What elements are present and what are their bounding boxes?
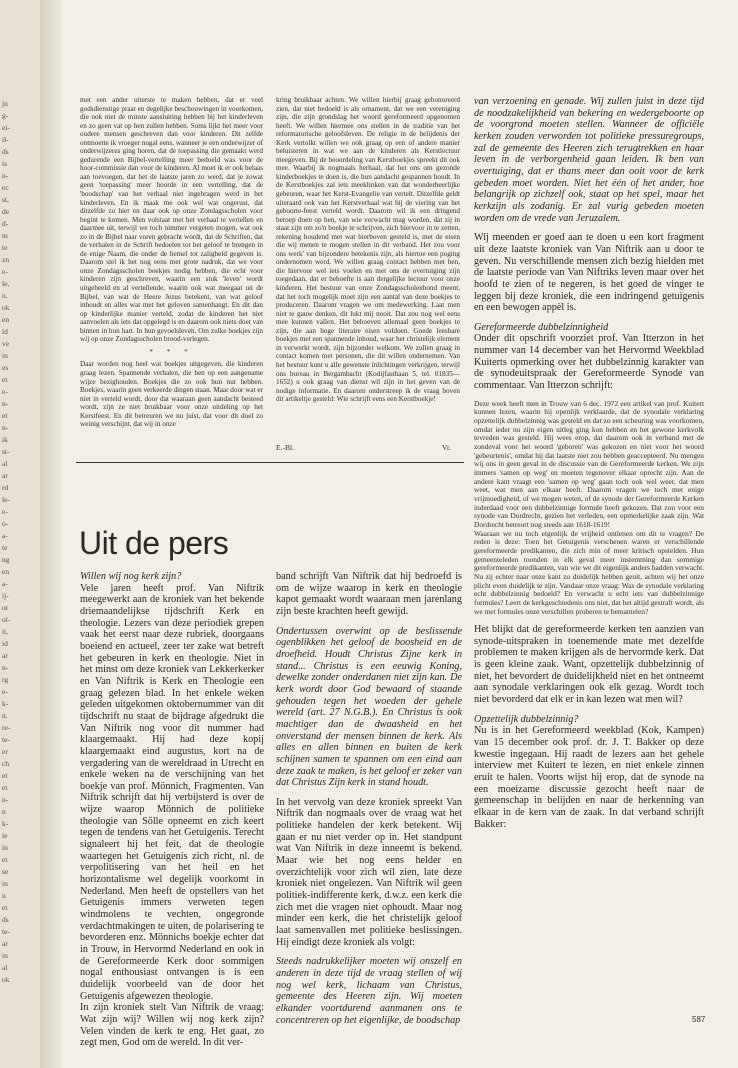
previous-page-fragment: n bbox=[2, 807, 6, 816]
previous-page-fragment: ar bbox=[2, 471, 8, 480]
previous-page-fragment: ok bbox=[2, 975, 10, 984]
previous-page-fragment: al bbox=[2, 459, 8, 468]
previous-page-fragment: et bbox=[2, 771, 8, 780]
previous-page-edge bbox=[0, 0, 41, 1068]
top-article-column-2 bbox=[276, 96, 460, 436]
section-title: Uit de pers bbox=[79, 525, 229, 561]
previous-page-fragment: en bbox=[2, 315, 10, 324]
page bbox=[62, 0, 738, 1068]
previous-page-fragment: n- bbox=[2, 171, 9, 180]
previous-page-fragment: n. bbox=[2, 291, 8, 300]
previous-page-fragment: in bbox=[2, 951, 8, 960]
previous-page-fragment: ie bbox=[2, 831, 8, 840]
previous-page-fragment: se bbox=[2, 867, 9, 876]
page-number: 587 bbox=[692, 1015, 706, 1024]
previous-page-fragment: m bbox=[2, 231, 8, 240]
previous-page-fragment: et bbox=[2, 783, 8, 792]
book-gutter bbox=[40, 0, 62, 1068]
previous-page-fragment: te- bbox=[2, 735, 10, 744]
previous-page-fragment: id bbox=[2, 639, 8, 648]
previous-page-fragment: et bbox=[2, 855, 8, 864]
previous-page-fragment: e- bbox=[2, 507, 8, 516]
body-paragraph: In het vervolg van deze kroniek spreekt Van Niftrik dan nogmaals over de vraag wat het politieke handelen der kerk betekent. Wij gaan er nu niet verder op in. Het standpunt wat Van Niftrik in deze inneemt is bekend. Maar wie het nog eens helder en overzichtelijk voor zich wil zien, late deze kroniek niet ongelezen. Van Niftrik wil geen politiek-indifferente kerk, d.w.z. een kerk die zich met die vragen niet ophoudt. Maar nog minder een kerk, die het christelijk geloof laat samenvallen met politieke beslissingen. Hij eindigt deze kroniek als volgt: bbox=[276, 796, 462, 948]
subheading: Opzettelijk dubbelzinnig? bbox=[474, 713, 579, 725]
body-paragraph: Vele jaren heeft prof. Van Niftrik meegewerkt aan de kroniek van het bekende driemaandelijkse tijdschrift Kerk en theologie. Lezers van deze periodiek grepen vaak het eerst naar deze rubriek, doorgaans boeiend en actueel, zeer ter zake wat betreft het gebeuren in kerk en theologie. Niet in het minst om deze kroniek van Lekkerkerker en Van Niftrik is Kerk en Theologie een graag gelezen blad. In het enkele weken geleden uitgekomen oktobernummer van dit tijdschrift nu staat de bijdrage afgedrukt die Van Niftrik nog voor dit nummer had klaargemaakt. Hij had deze kopij klaargemaakt eind augustus, kort na de vergadering van de wereldraad in Utrecht en enkele weken na de verschijning van het boekje van prof. Mönnich, Fragmenten. Van Niftrik schrijft dat hij verbijsterd is over de wijze waarop Mönnich de politieke theologie van Sölle opneemt en zich keert tegen de tendens van het Getuigenis. Terecht signaleert hij het feit, dat de theologie waartegen het Getuigenis zich richt, nl. de verpolitisering van het heil en het horizontalisme wel degelijk voorkomt in Nederland. Men heeft de opstellers van het Getuigenis immers verweten tegen windmolens te vechten, ongegronde verdachtmakingen te uiten, de polarisering te bevorderen enz. Mönnichs boekje echter dat in Trouw, in Hervormd Nederland en ook in de Gereformeerde Kerk door sommigen nogal enthousiast ontvangen is is een duidelijk voorbeeld van de door het Getuigenis afgewezen theologie. bbox=[80, 582, 264, 1002]
previous-page-fragment: ei- bbox=[2, 123, 10, 132]
previous-page-fragment: a- bbox=[2, 579, 8, 588]
previous-page-fragment: in bbox=[2, 879, 8, 888]
kroniek-quote-end: van verzoening en genade. Wij zullen juist in deze tijd de noodzakelijkheid van bekering en wedergeboorte op de voorgrond moeten stellen. Wanneer de officiële kerken zouden verworden tot politieke pressuregroups, zal de gemeente des Heeren zich terugtrekken en haar leven in de verborgenheid gaan leiden. Ik ben van overtuiging, dat er thans meer dan ooit voor de kerk gebeden moet worden. Niet het één of het ander, hoe belangrijk op zichzelf ook, staat op het spel, maar het kerkzijn als zodanig. Er zal vurig gebeden moeten worden om de vrede van Jeruzalem. bbox=[474, 96, 704, 224]
body-paragraph: Wij meenden er goed aan te doen u een kort fragment uit deze laatste kroniek van Van Niftrik aan u door te geven. Nu verschillende mensen zich bezig hielden met de laatste periode van Van Niftriks leven maar over het hoofd te zien of te negeren, is het goed de vinger te leggen bij deze kroniek, die een indringend getuigenis en een bewogen appèl is. bbox=[474, 232, 704, 314]
previous-page-fragment: ec bbox=[2, 183, 9, 192]
subheading: Gereformeerde dubbelzinnigheid bbox=[474, 321, 609, 333]
previous-page-fragment: is bbox=[2, 159, 8, 168]
previous-page-fragment: a- bbox=[2, 531, 8, 540]
subheading: Willen wij nog kerk zijn? bbox=[80, 571, 182, 582]
uit-de-pers-column-2 bbox=[276, 571, 462, 1026]
top-article-paragraph: Daar worden nog heel wat boekjes uitgegeven, die kinderen graag lezen. Spannende verhalen, die hen op een aangename wijze bezighouden. Boekjes die zo ook hun nut hebben. Boekjes, waarin geen verkeerde dingen staan. Maar door wat er niet in verteld wordt, door dat waaraan geen aandacht besteed wordt, zijn ze niet bruikbaar voor onze uitdeling op het Kerstfeest. En dit betreuren we nu juist, dat voor dit doel zo weinig verschijnt, dat wij in onze bbox=[80, 360, 264, 429]
body-paragraph: Het blijkt dat de gereformeerde kerken ten aanzien van synode-uitspraken in toenemende mate met dezelfde problemen te maken krijgen als de hervormde kerk. Dat is geen kleine zaak. Want, opzettelijk dubbelzinnig of niet, het bevordert de duidelijkheid niet en het ontneemt aan synodale verklaringen ook elk gezag. Wordt toch niet bevorderd dat elk er in kan lezen wat men wil? bbox=[474, 624, 704, 706]
previous-page-fragment: ij- bbox=[2, 591, 9, 600]
previous-page-fragment: ar bbox=[2, 651, 8, 660]
previous-page-fragment: ds bbox=[2, 915, 9, 924]
right-column bbox=[474, 96, 704, 1021]
previous-page-fragment: al bbox=[2, 963, 8, 972]
previous-page-fragment: ve bbox=[2, 339, 10, 348]
previous-page-fragment: ch bbox=[2, 759, 10, 768]
top-article-column-1 bbox=[80, 96, 263, 458]
previous-page-fragment: er bbox=[2, 747, 8, 756]
previous-page-fragment: rg bbox=[2, 675, 9, 684]
previous-page-fragment: ok bbox=[2, 303, 10, 312]
body-paragraph: Onder dit opschrift voorziet prof. Van Itterzon in het nummer van 14 december van het Hervormd Weekblad Kuiterts opmerking over het dubbelzinnig karakter van de synodeuitspraak der Gereformeerde Synode van commentaar. Van Itterzon schrijft: bbox=[474, 333, 704, 392]
previous-page-fragment: es bbox=[2, 363, 9, 372]
previous-page-fragment: n. bbox=[2, 711, 8, 720]
previous-page-fragment: le, bbox=[2, 279, 10, 288]
italic-quote: Steeds nadrukkelijker moeten wij onszelf en anderen in deze tijd de vraag stellen of wij nog wel kerk, lichaam van Christus, gemeente des Heeren zijn. Wij moeten elkander voortdurend aanmanen ons te concentreren op het eigenlijke, de boodschap bbox=[276, 956, 462, 1026]
previous-page-fragment: te- bbox=[2, 927, 10, 936]
previous-page-fragment: et bbox=[2, 411, 8, 420]
top-article-paragraph: kring bruikbaar achten. We willen hierbij graag gehonoreerd zien, dat niet bedoeld is als ornament, dat we een vereniging zijn, die zijn grondslag het woord gereformeerd opgenomen heeft. We willen hiermee ons stellen in de traditie van het reformatorische geloofsleven. De religie in de belijdenis der Kerk vertolkt willen we ook graag op een of andere manier beluisteren in wat we aan de kinderen als Kerstlectuur meegeven. Bij de beoordeling van Kerstboekjes spreekt dit ook mee. Waarbij ik nogmaals herhaal, dat het ons om gezonde kinderboekjes te doen is, die hun aandacht gespannen houdt. In de Kerstboekjes zal iets meeklinken van dat wonderheerlijke gebeuren, waar het Kerst-Evangelie van vertelt. Ditzelfde geldt uiteraard ook van het Kerstverhaal wat bij de viering van het geboorte-feest verteld wordt. Daarom wil ik een dringend beroep doen op hen, van wie verwacht mag worden, dat zij in staat zijn om zo'n boekje te schrijven, zich hiervoor in te zetten, rekening houdend met wat hierboven gesteld is, met de eisen die wij menen te mogen stellen in dit verband. Het zou voor ons werk' van bijzondere betekenis zijn, als hiertoe een poging ondernomen werd. We willen graag contact hebben met hen, die hiervoor wel iets voelen en met ons de overtuiging zijn toegedaan, dat er behoefte is aan dergelijke lectuur voor onze kinderen. Het bestuur van onze Zondagsscholenbond meent, dat het toch mogelijk moet zijn een aantal van deze boekjes te produceren. Daarom vragen we om medewerking. Laat men niet te gauw denken, dit lukt mij nooit. Dat zou nog wel eens mee kunnen vallen. Het behoeven allemaal geen boekjes te zijn, die aan hoge literaire eisen voldoen. Goede leesbare boekjes met een spannende inhoud, waar het christelijk element in verwerkt wordt, zijn bijzonder welkom. We zullen graag in contact komen met personen, die dit willen ondernemen. Van het bestuur kunt u alle gewenste inlichtingen verkrijgen, terwijl ons bureau in Bergambacht (Kodijfasthaan 5, tel. 01835—1652) u ook graag van dienst wil zijn in het geven van de nodige informatie. En daarom onderstreep ik de vraag boven dit artikeltje gesteld: Wie schrijft eens een Kerstboekje! bbox=[276, 96, 460, 404]
previous-page-fragment: st- bbox=[2, 447, 10, 456]
previous-page-fragment: e- bbox=[2, 687, 8, 696]
previous-page-fragment: n- bbox=[2, 795, 9, 804]
block-quote bbox=[474, 400, 704, 616]
previous-page-fragment: in bbox=[2, 843, 8, 852]
previous-page-fragment: in bbox=[2, 351, 8, 360]
body-paragraph: band schrijft Van Niftrik dat hij bedroefd is om de wijze waarop in kerk en theologie kapot gemaakt wordt waaraan men jarenlang zijn beste krachten heeft gewijd. bbox=[276, 571, 462, 617]
previous-page-fragment: et bbox=[2, 903, 8, 912]
previous-page-fragment: d- bbox=[2, 219, 9, 228]
previous-page-fragment: il- bbox=[2, 135, 9, 144]
article-divider bbox=[76, 462, 464, 463]
previous-page-fragment: ld bbox=[2, 327, 8, 336]
signature-left: E.-Bl. bbox=[276, 443, 294, 452]
previous-page-fragment: re- bbox=[2, 723, 11, 732]
previous-page-fragment: jn bbox=[2, 99, 8, 108]
previous-page-fragment: or bbox=[2, 603, 9, 612]
previous-page-fragment: n- bbox=[2, 423, 9, 432]
previous-page-fragment: le- bbox=[2, 495, 10, 504]
previous-page-fragment: k- bbox=[2, 699, 9, 708]
top-article-paragraph: met een ander uiterste te maken hebben, dat er veel godsdienstige praat en degelijke beschouwingen in voorkomen, die ook niet de minste aansluiting hebben bij het kinderleven en zo geen vat op hen zullen hebben. Soms lijkt het meer voor oudere mensen geschreven dan voor kinderen. Dit zelfde ontmoette ik vroeger nogal eens, wanneer je een onderwijzer of onderwijzeres ging horen, dat de toepassing die gemaakt werd gedurende een Bijbel-vertelling meer bedoeld was voor de hoor-commissie dan voor de kinderen. Al moet ik er ook belaas aan toevoegen, dat het de laatste jaren zo werd, dat je zowat geen 'toepassing' meer hoorde in een vertelling, dat de 'boodschap' van het verhaal niet ingebragen werd in het kinderleven. En ik maak me ook wel wat ongerust, dat ditzelfde zo hier en daar ook op onze Zondagsscholen voor begint te komen. Men volstaat met het verhaal te vertellen en daarmee uit, terwijl we toch nimmer vergeten mogen, wat ook zo in de Bijbel naar voren gebracht wordt, dat de Schriften, dat de verhalen in de Schrift bedoelen tot het geloof te brengen in de enige Naam, die onder de hemel tot zaligheid gegeven is. Daarom stel ik het nog eens met grote nadruk, dat we voor onze Zondagsscholen boekjes nodig hebben, die echt voor kinderen zijn geschreven, waarin een stuk 'leven' wordt uitgebeeld en al vertellende, waarin ook wat meegaat uit de Bijbel, van wat de Heere Jezus betekent, van wat geloof inhoudt en alles wat met het geloven samenhangt. En dit dan op kinderlijke manier verteld, zodat de kinderen het niet aanvoelen als iets dat opgelegd is en daarom ook niets doet van binnen in hun hart. In hun gevoelsleven. Om zulke boekjes zijn wij op onze Zondagsscholen brood-verlegen. bbox=[80, 96, 263, 344]
previous-page-fragment: ik bbox=[2, 435, 8, 444]
previous-page-fragment: n- bbox=[2, 663, 9, 672]
previous-page-fragment: en bbox=[2, 567, 10, 576]
previous-page-fragment: ol- bbox=[2, 615, 11, 624]
previous-page-fragment: ng bbox=[2, 555, 10, 564]
previous-page-fragment: e- bbox=[2, 387, 8, 396]
section-break-stars: * * * bbox=[149, 347, 194, 356]
body-paragraph: In zijn kroniek stelt Van Niftrik de vraag: Wat zijn wij? Willen wij nog kerk zijn? Velen vinden de kerk te eng. Het gaat, zo zegt men, God om de wereld. In dit ver- bbox=[80, 1002, 264, 1049]
body-paragraph: Nu is in het Gereformeerd weekblad (Kok, Kampen) van 15 december ook prof. dr. J. T. Bakker op deze kwestie ingegaan. Hij raadt de lezers aan het gehele interview met Kuitert te lezen, en niet enkele zinnen eruit te halen. Voorts wijst hij erop, dat de synode na een moeizame discussie gezocht heeft naar de gemeenschap in belijden en naar de herkenning van elkaar in de kern van de zaak. In dat verband schrijft Bakker: bbox=[474, 725, 704, 830]
previous-page-fragment: n- bbox=[2, 399, 9, 408]
previous-page-fragment: o- bbox=[2, 519, 9, 528]
previous-page-fragment: e- bbox=[2, 267, 8, 276]
signature-right: Vr. bbox=[442, 443, 451, 452]
previous-page-fragment: de bbox=[2, 207, 10, 216]
uit-de-pers-column-1 bbox=[80, 571, 264, 1049]
previous-page-fragment: n bbox=[2, 891, 6, 900]
previous-page-fragment: et bbox=[2, 375, 8, 384]
quote-paragraph: Waaraan we nu toch eigenlijk de vrijheid ontlenen om dit te vragen? De reden is deze: Toen het Getuigenis verschenen waren er verschillende gereformeerde predikanten, die zich min of meer kritisch opstelden. Hun gemeenteleden toonden in elk geval meer instemming dan sommige gereformeerde predikanten, van wie we dit eigenlijk anders hadden verwacht. Nu zij echter naar onze kant zo duidelijk hebben geuit, achten wij het onze plicht even duidelijk te zijn. Vandaar onze vraag: Was de synodale verklaring echt dubbelzinnig bedoeld? En verwacht u echt iets van dubbelzinnige formules? Leert de kerkgeschiedenis ons niet, dat het altijd gestraft wordt, als we met formules onze verschillen proberen te bemantelen? bbox=[474, 528, 704, 616]
previous-page-fragment: k- bbox=[2, 819, 9, 828]
previous-page-fragment: ds bbox=[2, 147, 9, 156]
quote-paragraph: Deze week heeft men in Trouw van 6 dec. 1972 een artikel van prof. Kuitert kunnen lezen, waarin hij openlijk verklaarde, dat de synodale verklaring opzettelijk dubbelzinnig was gesteld en dat zo een scheuring was voorkomen, omdat ieder nu zijn eigen uitleg ging kon hebben en het gewone kerkvolk tevreden was gesteld. Hij wees erop, dat daarom ook in verband met de zondeval voor het woord 'geboren' was gekozen en niet voor het woord 'gebeurtenis', omdat hij dat laatste niet zou hebben geaccepteerd. Nu mengen wij ons in geen geval in de discussie van de Gereformeerde kerken. We zijn immers 'samen op weg' en moeten tegenover elkaar oprecht zijn. Aan de andere kant vraagt een 'samen op weg' gaan toch ook wel weer, dat men weet, wat men aan elkaar heeft. Daarom vragen we toch met enige vrijmoedigheid, of we mogen weten, of de synode der Gereformeerde Kerken inderdaad voor een dubbelzinnige formule heeft gekozen. Dat zou voor een synode van Dordrecht, gezien het verleden, een opmerkelijke zaak zijn. Wat Dordrecht betreurt nog steeds aan 1618-1619! bbox=[474, 398, 704, 529]
previous-page-fragment: zn bbox=[2, 255, 10, 264]
previous-page-fragment: rd bbox=[2, 483, 9, 492]
previous-page-fragment: st, bbox=[2, 195, 9, 204]
italic-quote: Ondertussen overwint op de beslissende ogenblikken het geloof de boosheid en de droefheid. Houdt Christus Zijne kerk in stand... Christus is een eeuwig Koning, dewelke zonder onderdanen niet zijn kan. De kerk wordt door God bewaard of staande gehouden tegen het woeden der gehele wereld (art. 27 N.G.B.). En Christus is ook machtiger dan de dwaasheid en het onverstand der mensen binnen de kerk. Als alles en allen binnen en buiten de kerk schijnen samen te spannen om een eind aan deze zaak te maken, is het geloof er zeker van dat Christus Zijn kerk in stand houdt. bbox=[276, 625, 462, 789]
previous-page-fragment: te bbox=[2, 243, 8, 252]
previous-page-fragment: it, bbox=[2, 627, 9, 636]
previous-page-fragment: ar bbox=[2, 939, 8, 948]
previous-page-fragment: te bbox=[2, 543, 8, 552]
previous-page-fragment: g- bbox=[2, 111, 9, 120]
